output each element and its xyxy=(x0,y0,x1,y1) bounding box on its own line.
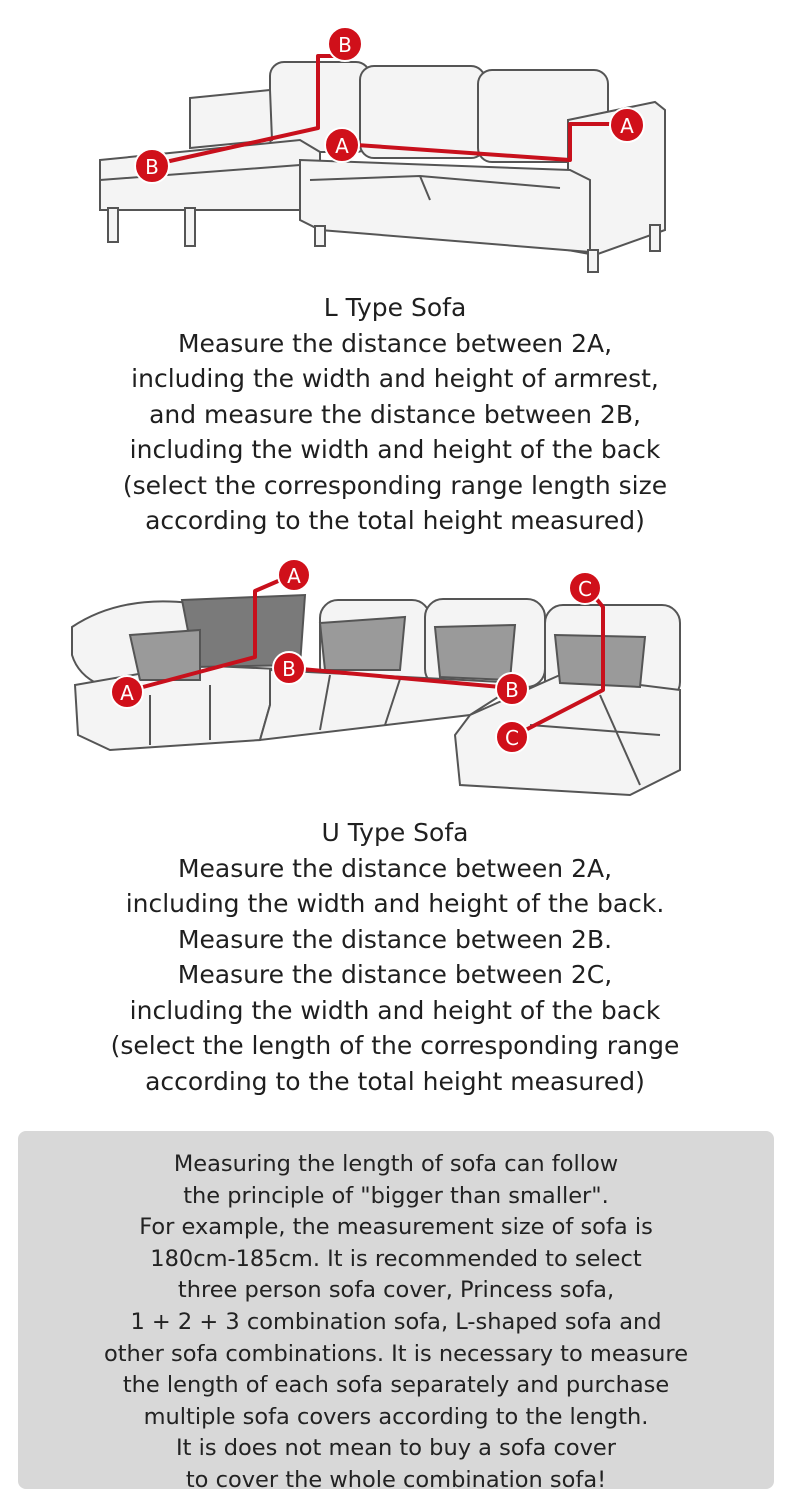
caption-line: according to the total height measured) xyxy=(145,1066,645,1096)
note-line: multiple sofa covers according to the length. xyxy=(143,1403,649,1430)
marker-b-left xyxy=(135,149,169,183)
back-cushion-2 xyxy=(360,66,485,158)
u-type-caption xyxy=(0,815,790,1099)
leg xyxy=(315,226,325,246)
caption-title: U Type Sofa xyxy=(321,818,469,847)
l-type-caption xyxy=(0,290,790,539)
leg xyxy=(588,250,598,272)
caption-line: (select the length of the corresponding range xyxy=(110,1031,680,1060)
marker-a-left xyxy=(325,128,359,162)
caption-line: including the width and height of the back xyxy=(129,995,661,1025)
note-line: three person sofa cover, Princess sofa, xyxy=(177,1277,615,1304)
note-line: It is does not mean to buy a sofa cover xyxy=(175,1435,617,1462)
caption-line: Measure the distance between 2C, xyxy=(177,960,613,989)
svg-text:A: A xyxy=(120,681,134,705)
marker-a-left xyxy=(111,676,143,708)
leg xyxy=(108,208,118,242)
measurement-note-text xyxy=(18,1149,774,1497)
u-sofa-illustration xyxy=(0,555,790,815)
caption-line: including the width and height of armrest, xyxy=(131,364,659,393)
l-sofa-illustration xyxy=(0,20,790,290)
measurement-note-box xyxy=(18,1131,774,1493)
seat-base xyxy=(300,160,590,252)
caption-line: Measure the distance between 2A, xyxy=(177,328,613,358)
caption-line: including the width and height of the back xyxy=(129,435,661,464)
note-line: to cover the whole combination sofa! xyxy=(185,1466,607,1493)
caption-line: according to the total height measured) xyxy=(145,506,645,535)
leg xyxy=(185,208,195,246)
svg-text:C: C xyxy=(505,726,519,750)
pillow xyxy=(320,617,405,670)
marker-b-top xyxy=(328,27,362,61)
caption-line: (select the corresponding range length size xyxy=(122,470,668,500)
marker-b-left xyxy=(273,652,305,684)
caption-line: Measure the distance between 2A, xyxy=(177,853,613,883)
svg-text:A: A xyxy=(620,114,634,138)
marker-b-right xyxy=(496,673,528,705)
svg-text:C: C xyxy=(578,577,592,601)
svg-text:B: B xyxy=(338,33,352,57)
caption-line: and measure the distance between 2B, xyxy=(149,399,641,429)
note-line: other sofa combinations. It is necessary to measure xyxy=(103,1340,689,1367)
marker-c-top xyxy=(569,572,601,604)
note-line: 180cm-185cm. It is recommended to select xyxy=(150,1245,642,1272)
leg xyxy=(650,225,660,251)
caption-title: L Type Sofa xyxy=(323,293,467,322)
marker-a-right xyxy=(610,108,644,142)
svg-text:B: B xyxy=(145,155,159,179)
svg-text:B: B xyxy=(282,657,296,681)
note-line: For example, the measurement size of sofa is xyxy=(139,1214,653,1241)
caption-line: including the width and height of the back. xyxy=(125,889,665,918)
note-line: the length of each sofa separately and purchase xyxy=(122,1372,670,1399)
note-line: 1 + 2 + 3 combination sofa, L-shaped sofa and xyxy=(130,1308,662,1335)
note-line: the principle of "bigger than smaller". xyxy=(183,1182,609,1209)
svg-text:A: A xyxy=(287,564,301,588)
marker-c-bottom xyxy=(496,721,528,753)
svg-text:A: A xyxy=(335,134,349,158)
note-line: Measuring the length of sofa can follow xyxy=(173,1151,619,1177)
marker-a-top xyxy=(278,559,310,591)
svg-text:B: B xyxy=(505,678,519,702)
pillow xyxy=(555,635,645,687)
pillow xyxy=(435,625,515,680)
caption-line: Measure the distance between 2B. xyxy=(177,924,613,954)
